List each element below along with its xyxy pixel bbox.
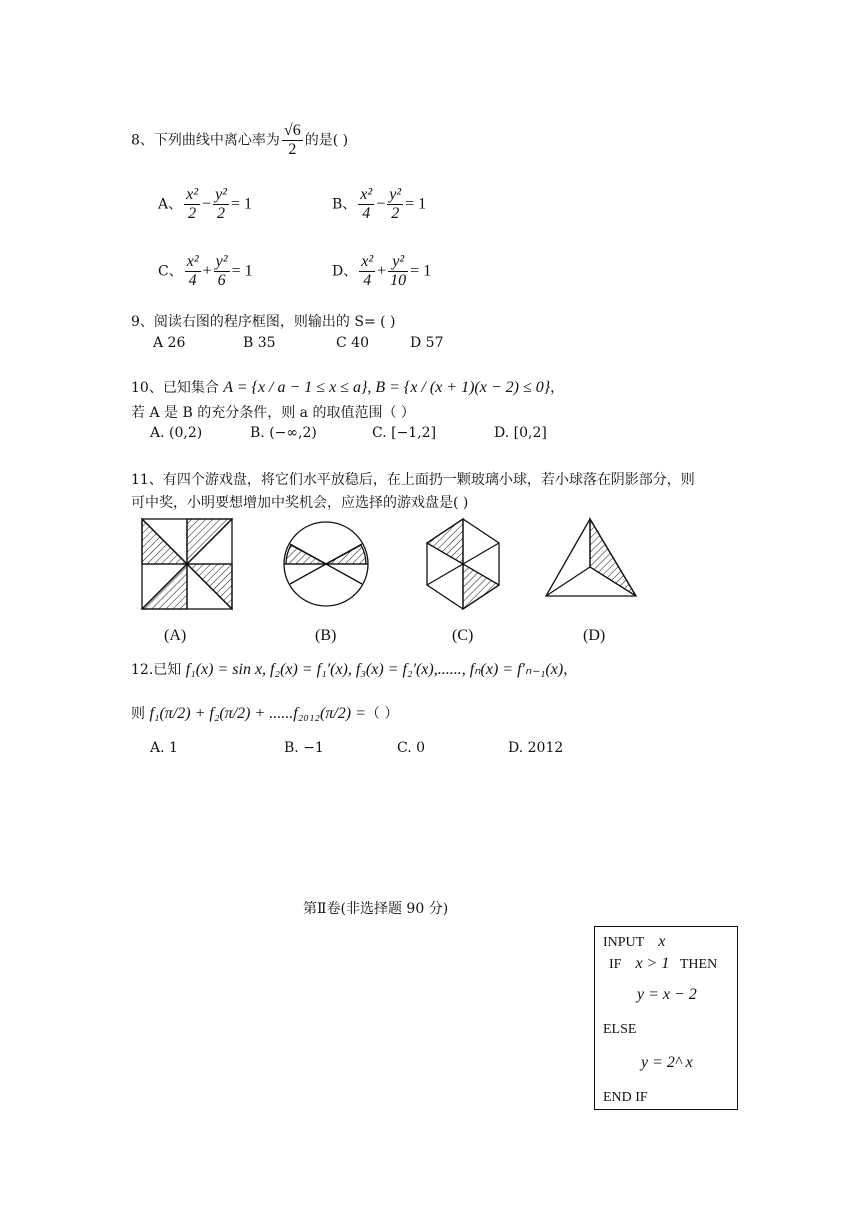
board-c-hexagon: [427, 519, 499, 609]
program-then-statement: y = x − 2: [637, 986, 697, 1003]
q10-option-d: D. [0,2]: [494, 425, 547, 441]
board-a-square: [142, 519, 232, 609]
q10-stem: 10、已知集合 A = {x / a − 1 ≤ x ≤ a}, B = {x / (x + 1)(x − 2) ≤ 0}，: [131, 379, 565, 396]
q12-option-c: C. 0: [397, 740, 426, 756]
q12-option-b: B. −1: [284, 740, 324, 756]
q12-function-definition: f₁(x) = sin x, f₂(x) = f₁′(x), f₃(x) = f₂′(x),......, fₙ(x) = f′ₙ₋₁(x): [185, 661, 564, 678]
program-end-if-line: END IF: [603, 1090, 648, 1105]
q9-option-c: C 40: [336, 335, 369, 351]
program-else-statement: y = 2^ x: [641, 1054, 693, 1071]
q11-label-d: (D): [583, 627, 606, 644]
program-input-line: INPUT x: [603, 933, 666, 950]
q9-stem: 9、阅读右图的程序框图，则输出的 S= ( ): [131, 314, 396, 330]
q12-option-d: D. 2012: [508, 740, 564, 756]
q11-line1: 11、有四个游戏盘，将它们水平放稳后，在上面扔一颗玻璃小球，若小球落在阴影部分，则: [131, 472, 695, 488]
q12-sum-expression: f₁(π/2) + f₂(π/2) + ......f₂₀₁₂(π/2) =: [149, 705, 366, 722]
q8-option-b: B、 $\frac{\text{x²}}{4}$ − $\frac{\text{y²}}{2}$ = 1: [332, 186, 427, 222]
q10-option-b: B. (−∞,2): [250, 425, 317, 441]
q8-stem: [131, 122, 348, 159]
q8-stem-suffix: 的是( ): [304, 132, 349, 149]
q10-option-a: A. (0,2): [150, 425, 203, 441]
q8-eccentricity-fraction: $\frac{√6}{2}$: [283, 122, 301, 158]
q10-line2: 若 A 是 B 的充分条件，则 a 的取值范围（ ）: [131, 405, 415, 421]
q10-option-c: C. [−1,2]: [372, 425, 437, 441]
program-if-line: IF x > 1 THEN: [609, 955, 718, 972]
board-b-circle: [284, 522, 368, 606]
q9-option-b: B 35: [243, 335, 276, 351]
q11-line2: 可中奖，小明要想增加中奖机会，应选择的游戏盘是( ): [131, 495, 469, 511]
q8-stem-prefix: 8、下列曲线中离心率为: [131, 132, 280, 149]
q9-option-a: A 26: [153, 335, 186, 351]
q11-label-c: (C): [452, 627, 474, 644]
q8-option-c: C、 $\frac{\text{x²}}{4}$ + $\frac{\text{y²}}{6}$ = 1: [158, 253, 253, 289]
q8-option-a: A、 $\frac{\text{x²}}{2}$ − $\frac{\text{y²}}{2}$ = 1: [158, 186, 252, 222]
q11-game-boards-figure: [130, 510, 660, 650]
program-box: [594, 926, 738, 1110]
section-title: 第Ⅱ卷(非选择题 90 分): [303, 901, 449, 917]
q11-label-a: (A): [164, 627, 187, 644]
q12-option-a: A. 1: [150, 740, 178, 756]
q12-line2: 则 f₁(π/2) + f₂(π/2) + ......f₂₀₁₂(π/2) =（ ）: [131, 705, 399, 722]
board-d-triangle: [546, 519, 636, 596]
q9-option-d: D 57: [410, 335, 444, 351]
q11-label-b: (B): [315, 627, 337, 644]
q8-option-d: D、 $\frac{\text{x²}}{4}$ + $\frac{\text{y²}}{10}$ = 1: [332, 253, 432, 289]
q10-set-expression: A = {x / a − 1 ≤ x ≤ a}, B = {x / (x + 1)(x − 2) ≤ 0}: [223, 379, 551, 396]
program-else-line: ELSE: [603, 1022, 637, 1037]
q12-line1: 12.已知 f₁(x) = sin x, f₂(x) = f₁′(x), f₃(x) = f₂′(x),......, fₙ(x) = f′ₙ₋₁(x)，: [131, 661, 578, 678]
